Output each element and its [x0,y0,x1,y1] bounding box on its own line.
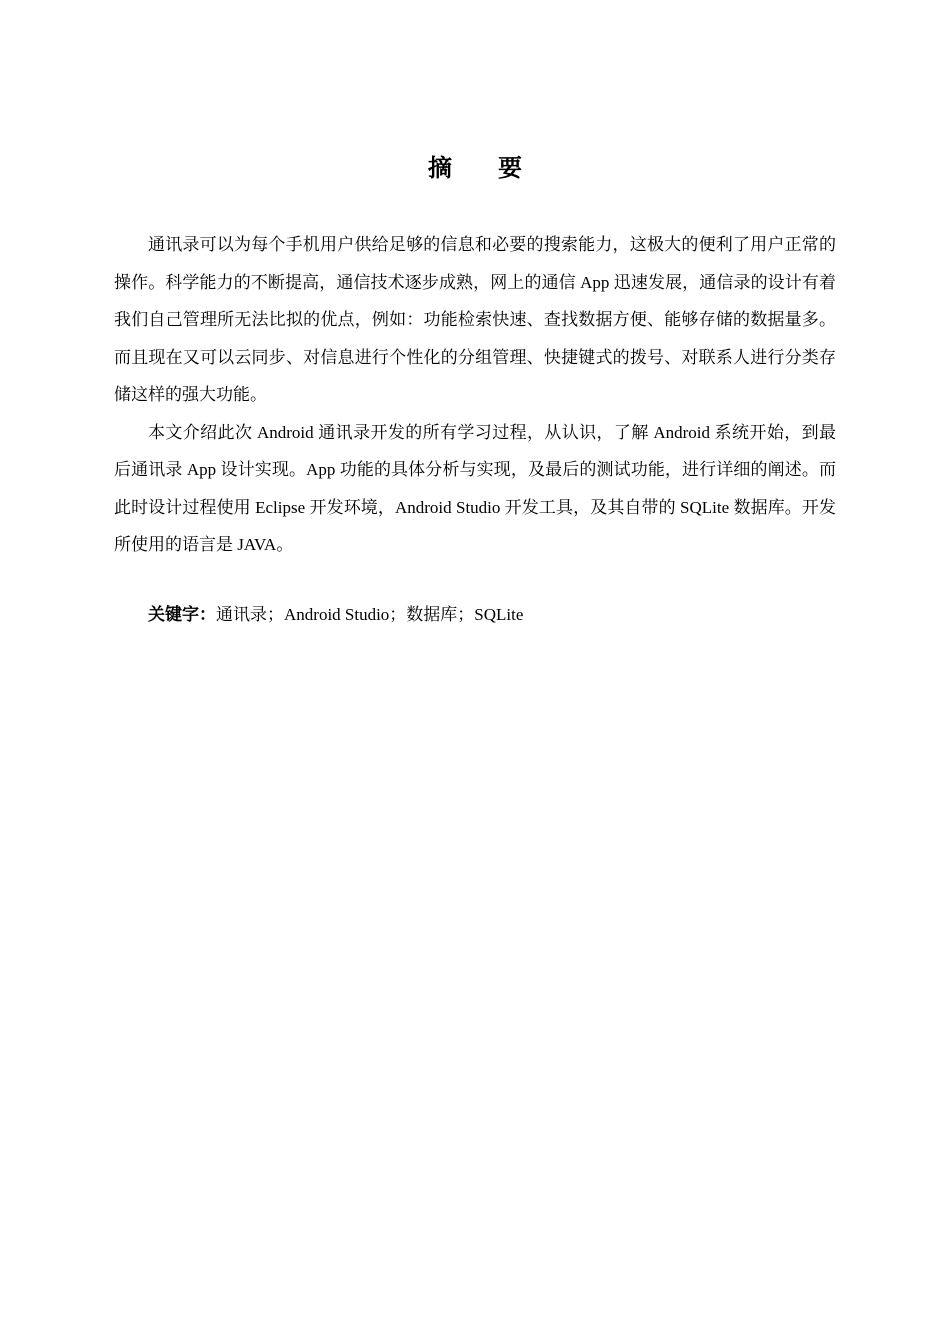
abstract-body [114,226,836,564]
keywords-text: 通讯录；Android Studio；数据库；SQLite [216,605,524,624]
title-char-1: 摘 [428,154,452,182]
keywords-label: 关键字： [148,605,216,624]
keywords-line [114,596,836,634]
abstract-paragraph-1: 通讯录可以为每个手机用户供给足够的信息和必要的搜索能力，这极大的便利了用户正常的操作。科学能力的不断提高，通信技术逐步成熟，网上的通信 App 迅速发展，通信录的设计有着我们自己管理所无法比拟的优点，例如：功能检索快速、查找数据方便、能够存储的数据量多。而且现在又可以云同步、对信息进行个性化的分组管理、快捷键式的拨号、对联系人进行分类存储这样的强大功能。 [114,235,836,404]
abstract-paragraph-2: 本文介绍此次 Android 通讯录开发的所有学习过程，从认识，了解 Android 系统开始，到最后通讯录 App 设计实现。App 功能的具体分析与实现，及最后的测试功能，进行详细的阐述。而此时设计过程使用 Eclipse 开发环境，Android Studio 开发工具，及其自带的 SQLite 数据库。开发所使用的语言是 JAVA。 [114,422,836,554]
abstract-title [0,146,950,190]
title-char-2: 要 [498,154,522,182]
